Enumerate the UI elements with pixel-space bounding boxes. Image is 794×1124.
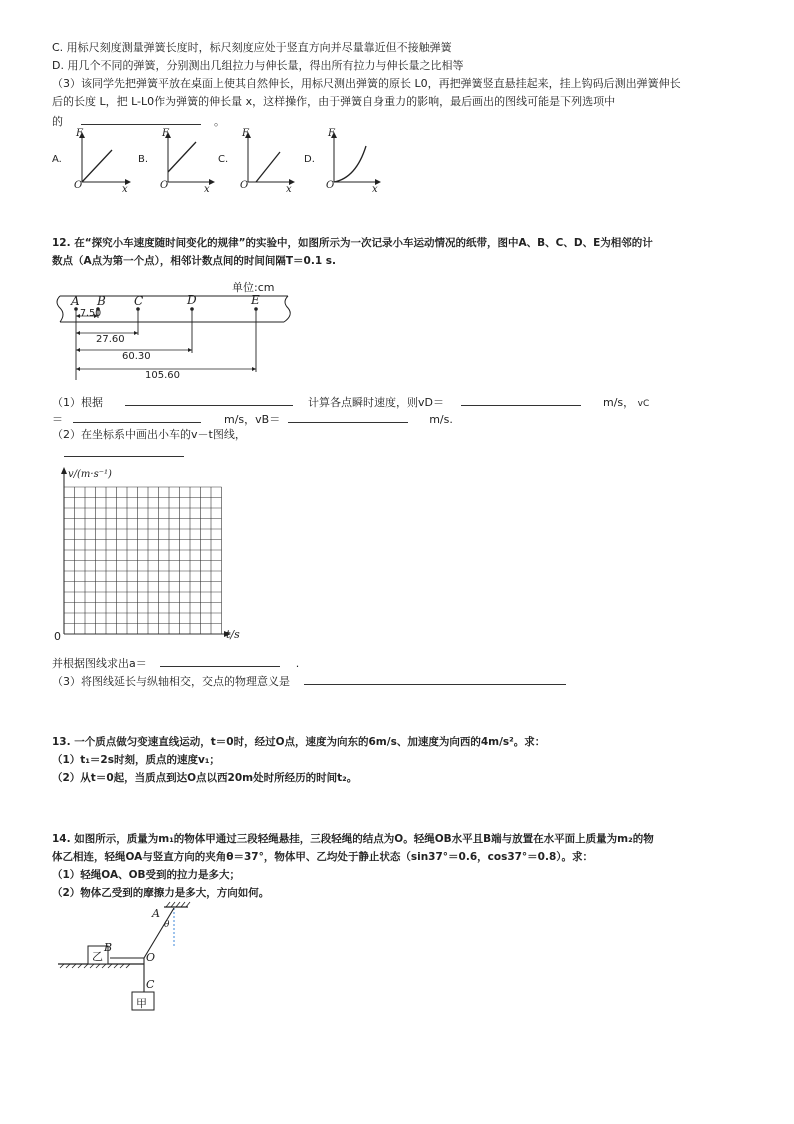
tape-point-a: A — [71, 294, 80, 308]
graph-a-f: F — [76, 128, 83, 139]
rope-label-a: A — [152, 907, 160, 920]
q14-line1: 14. 如图所示，质量为m₁的物体甲通过三段轻绳悬挂，三段轻绳的结点为O。轻绳OB水平且B端与放置在水平面上质量为m₂的物 — [52, 833, 654, 845]
vt-grid-svg — [52, 464, 252, 644]
q12-part2-blank[interactable] — [64, 456, 184, 457]
q14-line4: （2）物体乙受到的摩擦力是多大，方向如何。 — [52, 887, 270, 899]
q12-vb-blank[interactable] — [288, 411, 408, 423]
rope-box-jia: 甲 — [136, 997, 147, 1010]
q12-part3: （3）将图线延长与纵轴相交，交点的物理意义是 — [52, 675, 290, 688]
q11-part3-line1: （3）该同学先把弹簧平放在桌面上使其自然伸长，用标尺测出弹簧的原长 L0，再把弹簧竖直悬挂起来，挂上钩码后测出弹簧伸长 — [52, 77, 681, 90]
q14-line3: （1）轻绳OA、OB受到的拉力是多大； — [52, 869, 241, 881]
tape-dist-ae: 105.60 — [145, 370, 180, 381]
graph-d-x: x — [372, 184, 378, 195]
q11-part3-line2: 后的长度 L，把 L-L0作为弹簧的伸长量 x，这样操作，由于弹簧自身重力的影响，最后画出的图线可能是下列选项中 — [52, 95, 616, 108]
q12-part2: （2）在坐标系中画出小车的v－t图线， — [52, 428, 246, 441]
rope-box-yi: 乙 — [92, 950, 103, 963]
q11-part3-prefix: 的 — [52, 115, 63, 128]
rope-label-theta: θ — [164, 920, 170, 930]
graph-b-o: O — [160, 180, 169, 191]
graph-c-letter: C. — [218, 154, 229, 165]
q11-option-c: C. 用标尺刻度测量弹簧长度时，标尺刻度应处于竖直方向并尽量靠近但不接触弹簧 — [52, 41, 452, 54]
q12-part1-d: m/s，vB＝ — [224, 413, 281, 426]
q12-part2-accel — [52, 655, 299, 671]
q14-line2: 体乙相连，轻绳OA与竖直方向的夹角θ＝37°，物体甲、乙均处于静止状态（sin37°＝0.6，cos37°＝0.8）。求： — [52, 851, 594, 863]
rope-label-b: B — [104, 941, 113, 954]
q12-part1-vc: vC — [637, 399, 650, 409]
graph-a-o: O — [74, 180, 83, 191]
graph-a-letter: A. — [52, 154, 62, 165]
tape-dist-ad: 60.30 — [122, 351, 151, 362]
tape-point-d: D — [187, 293, 197, 307]
vt-x-label: t/s — [226, 628, 240, 641]
graph-d-letter: D. — [304, 154, 315, 165]
tape-unit: 单位:cm — [232, 281, 275, 294]
q12-part1-eq: ＝ — [52, 413, 63, 426]
q12-part2-b: 并根据图线求出a＝ — [52, 657, 147, 670]
graph-b-f: F — [162, 128, 169, 139]
rope-label-o: O — [146, 951, 156, 964]
q13-line3: （2）从t＝0起，当质点到达O点以西20m处时所经历的时间t₂。 — [52, 772, 358, 784]
q12-vd-blank[interactable] — [461, 394, 581, 406]
tape-dist-ab: 7.50 — [80, 308, 102, 319]
graph-c-o: O — [240, 180, 249, 191]
q11-answer-blank[interactable] — [81, 113, 201, 125]
q13-line2: （1）t₁＝2s时刻，质点的速度v₁； — [52, 754, 220, 766]
vt-origin: 0 — [54, 630, 61, 643]
graph-d-f: F — [328, 128, 335, 139]
graph-a-x: x — [122, 184, 128, 195]
q13-line1: 13. 一个质点做匀变速直线运动，t＝0时，经过O点，速度为向东的6m/s、加速度为向西的4m/s²。求： — [52, 736, 546, 748]
vt-y-label: v/(m·s⁻¹) — [68, 469, 112, 480]
q12-method-blank[interactable] — [125, 394, 293, 406]
q12-part1-a: （1）根据 — [52, 396, 103, 409]
tape-point-b: B — [97, 294, 106, 308]
graph-d-o: O — [326, 180, 335, 191]
q12-part1-b: 计算各点瞬时速度，则vD＝ — [308, 396, 444, 409]
q11-option-d: D. 用几个不同的弹簧，分别测出几组拉力与伸长量，得出所有拉力与伸长量之比相等 — [52, 59, 464, 72]
tape-point-c: C — [134, 294, 144, 308]
graph-b-letter: B. — [138, 154, 149, 165]
q12-part1-c: m/s， — [602, 396, 635, 409]
rope-svg — [52, 900, 212, 1016]
tape-dist-ac: 27.60 — [96, 334, 125, 345]
q12-part2-c: . — [295, 657, 300, 670]
q12-line1: 12. 在“探究小车速度随时间变化的规律”的实验中，如图所示为一次记录小车运动情况的纸带，图中A、B、C、D、E为相邻的计 — [52, 237, 653, 249]
rope-label-c: C — [146, 978, 155, 991]
vt-y-arrow — [61, 467, 67, 474]
q12-part1-row2 — [52, 411, 453, 427]
graph-c-x: x — [286, 184, 292, 195]
q12-line2: 数点（A点为第一个点），相邻计数点间的时间间隔T＝0.1 s. — [52, 255, 337, 267]
tape-point-e: E — [251, 293, 260, 307]
q11-part3-suffix: 。 — [214, 115, 225, 128]
graph-c-f: F — [242, 128, 249, 139]
graph-b-x: x — [204, 184, 210, 195]
q12-vc-blank[interactable] — [73, 411, 201, 423]
q12-accel-blank[interactable] — [160, 655, 280, 667]
q11-part3-line3 — [52, 113, 225, 129]
q12-part1-e: m/s. — [429, 413, 453, 426]
q12-part3-row — [52, 673, 566, 689]
q12-meaning-blank[interactable] — [304, 673, 566, 685]
q12-part1-row1 — [52, 394, 649, 411]
